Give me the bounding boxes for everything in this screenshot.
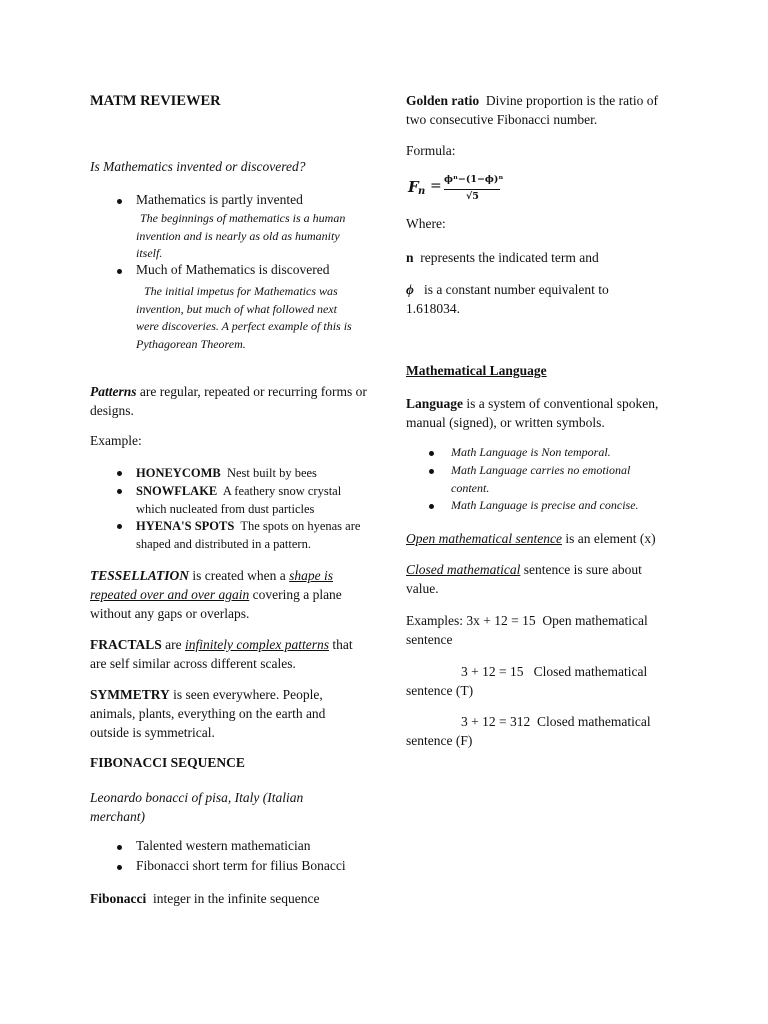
symmetry-text: is seen everywhere. People, animals, plants, everything on the earth and outside is symmetrical. [90,687,326,740]
n-definition [406,248,676,267]
formula-lhs: F [408,178,419,196]
bullet-dot [429,504,434,509]
bullet-dot [117,199,122,204]
example-3 [406,712,671,750]
bullet-dot [429,451,434,456]
fibonacci-text: integer in the infinite sequence [146,891,320,906]
bullet-dot [429,469,434,474]
phi-text: is a constant number equivalent to 1.618034. [406,282,613,316]
examples-label: Examples: [406,613,467,628]
fib-bullet-2: Fibonacci short term for filius Bonacci [136,858,346,873]
example-description: Open mathematical sentence [406,613,652,647]
symmetry-term: SYMMETRY [90,687,170,702]
fraction-bar [444,189,500,190]
fibonacci-heading: FIBONACCI SEQUENCE [90,755,245,770]
open-sentence-text: is an element (x) [561,531,656,546]
bullet-dot [117,269,122,274]
phi-term: ϕ [406,282,414,297]
n-term: n [406,250,414,265]
formula-numerator: ϕⁿ−(1−ϕ)ⁿ [444,174,504,185]
leonardo-text: Leonardo bonacci of pisa, Italy (Italian merchant) [90,790,304,824]
example-description: Closed mathematical sentence (F) [406,714,654,748]
phi-definition [406,280,646,318]
bullet-dot [117,865,122,870]
golden-ratio-text: Divine proportion is the ratio of two consecutive Fibonacci number. [406,93,662,127]
formula-denominator: √5 [466,191,479,202]
fibonacci-term: Fibonacci [90,891,147,906]
where-label: Where: [406,216,446,231]
example-honeycomb [136,464,361,482]
formula-lhs-subscript: n [418,186,426,197]
bullet-dot [117,471,122,476]
tessellation-text-end: covering a plane without any gaps or overlaps. [90,587,342,621]
symmetry-paragraph [90,685,345,742]
patterns-paragraph [90,382,370,420]
tessellation-paragraph [90,566,365,623]
example-1 [406,611,671,649]
lang-bullet-2: Math Language carries no emotional content. [451,463,631,495]
open-sentence-paragraph [406,529,686,548]
example-equation: 3x + 12 = 15 [466,613,536,628]
tessellation-term: TESSELLATION [90,568,190,583]
language-text: is a system of conventional spoken, manual (signed), or written symbols. [406,396,659,430]
bullet-dot [117,845,122,850]
closed-sentence-text: sentence is sure about value. [406,562,642,596]
formula-label: Formula: [406,143,456,158]
fractals-emphasis: infinitely complex patterns [185,637,329,652]
example-2 [406,662,671,700]
patterns-term: Patterns [90,384,137,399]
fractals-term: FRACTALS [90,637,162,652]
invented-label: Mathematics is partly invented [136,192,303,207]
example-description: Closed mathematical sentence (T) [406,664,651,698]
bullet-dot [117,489,122,494]
fractals-paragraph [90,635,365,673]
example-hyena [136,517,361,553]
example-term: SNOWFLAKE [136,484,218,498]
patterns-text: are regular, repeated or recurring forms or designs. [90,384,367,418]
example-equation: 3 + 12 = 15 [461,664,524,679]
example-snowflake [136,482,361,518]
language-term: Language [406,396,464,411]
fibonacci-definition [90,889,370,908]
discovered-label: Much of Mathematics is discovered [136,262,330,277]
example-text: The spots on hyenas are shaped and distributed in a pattern. [136,519,361,551]
tessellation-text: is created when a [189,568,290,583]
example-equation: 3 + 12 = 312 [461,714,531,729]
fib-bullet-1: Talented western mathematician [136,838,311,853]
n-text: represents the indicated term and [413,250,599,265]
lang-bullet-1: Math Language is Non temporal. [451,445,611,459]
example-term: HYENA'S SPOTS [136,519,235,533]
lang-bullet-3: Math Language is precise and concise. [451,498,639,512]
example-text: Nest built by bees [226,466,317,480]
discovered-note: The initial impetus for Mathematics was invention, but much of what followed next were discoveries. A perfect example of this is Pythagorean Theorem. [136,284,352,351]
closed-sentence-paragraph [406,560,666,598]
page-title: MATM REVIEWER [90,93,221,109]
tessellation-emphasis: shape is repeated over and over again [90,568,333,602]
language-heading: Mathematical Language [406,363,547,378]
fractals-text-end: that are self similar across different scales. [90,637,353,671]
fractals-text: are [161,637,185,652]
open-sentence-term: Open mathematical sentence [406,531,562,546]
example-label: Example: [90,433,142,448]
bullet-dot [117,524,122,529]
language-paragraph [406,394,676,432]
example-text: A feathery snow crystal which nucleated from dust particles [136,484,342,516]
question-heading: Is Mathematics invented or discovered? [90,159,306,174]
formula-equals: = [430,178,442,194]
golden-ratio-term: Golden ratio [406,93,480,108]
example-term: HONEYCOMB [136,466,221,480]
closed-sentence-term: Closed mathematical [406,562,521,577]
golden-ratio-paragraph [406,91,676,129]
invented-note: The beginnings of mathematics is a human invention and is nearly as old as humanity itself. [136,211,346,260]
